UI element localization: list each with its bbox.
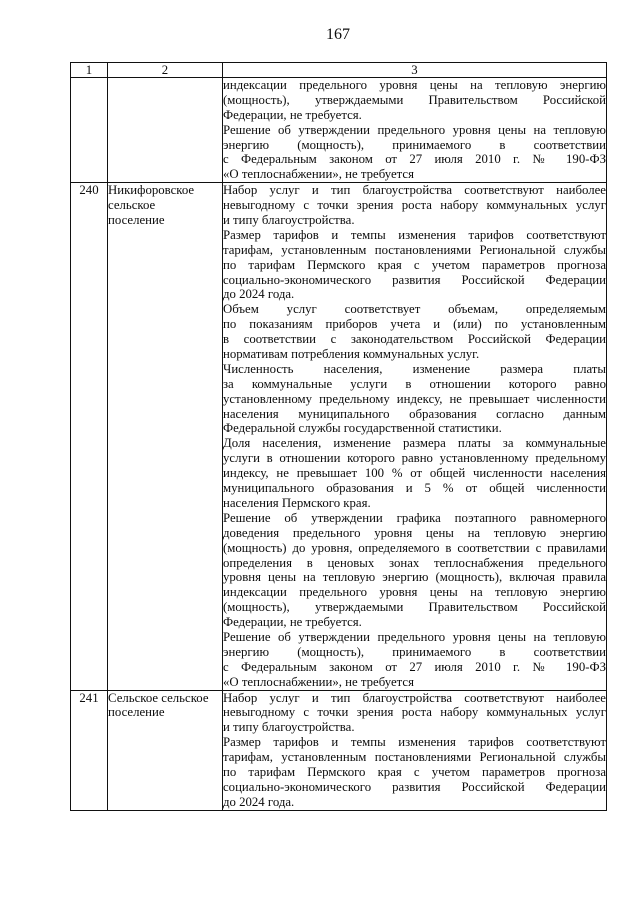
- row-number: 240: [79, 183, 99, 198]
- paragraph: [223, 302, 606, 362]
- row-number-cell: [71, 183, 108, 690]
- settlement-name-line: поселение: [108, 705, 165, 720]
- text-line: услуги в отношении которого равно установленному предельному: [223, 451, 606, 466]
- text-line: до 2024 года.: [223, 794, 295, 809]
- paragraph: [223, 183, 606, 228]
- conditions-cell: [223, 690, 607, 810]
- text-line: Набор услуг и тип благоустройства соответствуют наиболее: [223, 183, 606, 198]
- text-line: тарифам, установленным постановлениями Региональной службы: [223, 750, 606, 765]
- paragraph: [223, 511, 606, 630]
- text-line: тарифам, установленным постановлениями Региональной службы: [223, 242, 606, 257]
- header-cell-settlement: 2: [108, 63, 223, 78]
- text-line: по показаниям приборов учета и (или) по установленным: [223, 317, 606, 332]
- text-line: индексации предельного уровня цены на тепловую энергию: [223, 585, 606, 600]
- text-line: Доля населения, изменение размера платы за коммунальные: [223, 436, 606, 451]
- text-line: нормативам потребления коммунальных услуг.: [223, 347, 480, 362]
- table-row: [71, 690, 607, 810]
- text-line: Решение об утверждении предельного уровня цены на тепловую: [223, 122, 606, 137]
- text-line: в соответствии с законодательством Российской Федерации: [223, 332, 606, 347]
- settlement-cell: [108, 183, 223, 690]
- text-line: до 2024 года.: [223, 287, 295, 302]
- text-line: населения муниципального образования согласно данным: [223, 406, 606, 421]
- text-line: за коммунальные услуги в отношении которого равно: [223, 376, 606, 391]
- settlement-cell: [108, 690, 223, 810]
- conditions-cell: [223, 78, 607, 183]
- text-line: уровня цены на тепловую энергию (мощность), включая правила: [223, 570, 606, 585]
- row-number-cell: [71, 690, 108, 810]
- conditions-cell: [223, 183, 607, 690]
- text-line: социально-экономического развития Российской Федерации: [223, 272, 606, 287]
- text-line: Набор услуг и тип благоустройства соответствуют наиболее: [223, 690, 606, 705]
- paragraph: [223, 436, 606, 510]
- text-line: и типу благоустройства.: [223, 720, 355, 735]
- text-line: и типу благоустройства.: [223, 213, 355, 228]
- text-line: Федерации, не требуется.: [223, 107, 362, 122]
- text-line: доведения предельного уровня цены на тепловую энергию: [223, 525, 606, 540]
- text-line: невыгодному с точки зрения роста набору коммунальных услуг: [223, 198, 606, 213]
- text-line: Решение об утверждении графика поэтапного равномерного: [223, 510, 606, 525]
- text-line: Размер тарифов и темпы изменения тарифов соответствуют: [223, 227, 606, 242]
- table-row: [71, 78, 607, 183]
- text-line: (мощность), утверждаемыми Правительством Российской: [223, 92, 606, 107]
- text-line: (мощность) до уровня, определяемого в соответствии с правилами: [223, 540, 606, 555]
- text-line: муниципального образования и 5 % от общей численности: [223, 481, 606, 496]
- settlement-name-line: поселение: [108, 213, 165, 228]
- text-line: энергию (мощность), принимаемого в соответствии: [223, 137, 606, 152]
- text-line: установленному предельному индексу, не превышает численности: [223, 391, 606, 406]
- text-line: индексации предельного уровня цены на тепловую энергию: [223, 78, 606, 92]
- page-number: 167: [326, 26, 350, 43]
- row-number: 241: [79, 690, 99, 705]
- text-line: определения в ценовых зонах теплоснабжения предельного: [223, 555, 606, 570]
- text-line: «О теплоснабжении», не требуется: [223, 167, 414, 182]
- paragraph: [223, 630, 606, 690]
- text-line: энергию (мощность), принимаемого в соответствии: [223, 644, 606, 659]
- table-header-row: [71, 63, 607, 78]
- text-line: по тарифам Пермского края с учетом параметров прогноза: [223, 257, 606, 272]
- settlement-name-line: сельское: [108, 198, 156, 213]
- text-line: (мощность), утверждаемыми Правительством Российской: [223, 600, 606, 615]
- paragraph: [223, 228, 606, 302]
- header-cell-number: 1: [71, 63, 108, 78]
- text-line: с Федеральным законом от 27 июля 2010 г. № 190-ФЗ: [223, 152, 606, 167]
- paragraph: [223, 123, 606, 183]
- table-row: [71, 183, 607, 690]
- text-line: Федеральной службы государственной статистики.: [223, 421, 502, 436]
- text-line: Размер тарифов и темпы изменения тарифов соответствуют: [223, 735, 606, 750]
- text-line: населения Пермского края.: [223, 495, 371, 510]
- text-line: «О теплоснабжении», не требуется: [223, 674, 414, 689]
- settlement-name-line: Сельское сельское: [108, 690, 209, 705]
- paragraph: [223, 735, 606, 809]
- text-line: Решение об утверждении предельного уровня цены на тепловую: [223, 629, 606, 644]
- header-cell-conditions: 3: [223, 63, 607, 78]
- settlement-name-line: Никифоровское: [108, 183, 195, 198]
- settlements-table: [70, 62, 607, 811]
- text-line: Объем услуг соответствует объемам, определяемым: [223, 302, 606, 317]
- text-line: невыгодному с точки зрения роста набору коммунальных услуг: [223, 705, 606, 720]
- row-number-cell: [71, 78, 108, 183]
- text-line: социально-экономического развития Российской Федерации: [223, 779, 606, 794]
- text-line: Численность населения, изменение размера платы: [223, 361, 606, 376]
- paragraph: [223, 691, 606, 736]
- text-line: индексу, не превышает 100 % от общей численности населения: [223, 466, 606, 481]
- paragraph: [223, 78, 606, 123]
- text-line: Федерации, не требуется.: [223, 615, 362, 630]
- settlement-cell: [108, 78, 223, 183]
- text-line: с Федеральным законом от 27 июля 2010 г. № 190-ФЗ: [223, 659, 606, 674]
- paragraph: [223, 362, 606, 436]
- text-line: по тарифам Пермского края с учетом параметров прогноза: [223, 764, 606, 779]
